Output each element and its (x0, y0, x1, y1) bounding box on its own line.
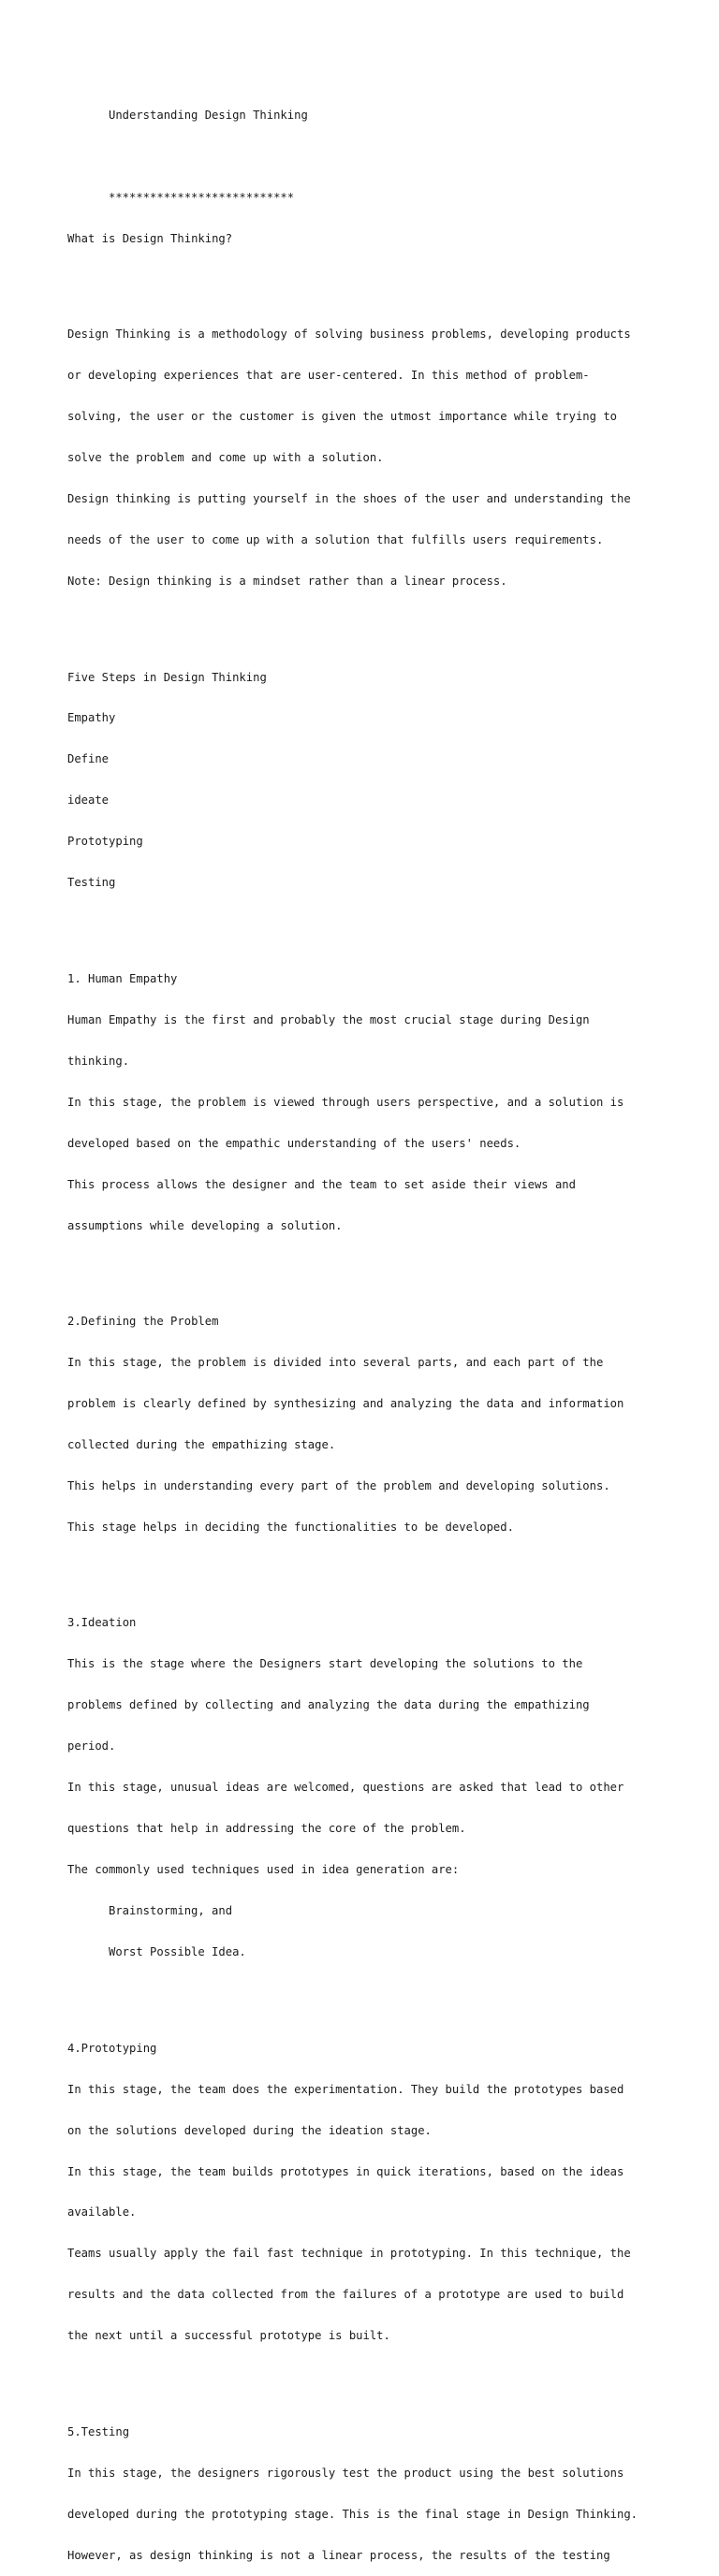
section-heading-ideation: 3.Ideation (67, 1616, 667, 1630)
technique-item: Worst Possible Idea. (67, 1945, 667, 1959)
intro-line: or developing experiences that are user-centered. In this method of problem- (67, 369, 667, 383)
blank-line (67, 150, 667, 164)
blank-line (67, 1562, 667, 1576)
section-line: Human Empathy is the first and probably the most crucial stage during Design (67, 1013, 667, 1027)
intro-line: Design Thinking is a methodology of solving business problems, developing products (67, 327, 667, 342)
section-line: assumptions while developing a solution. (67, 1219, 667, 1233)
section-line: problems defined by collecting and analyzing the data during the empathizing (67, 1698, 667, 1712)
blank-line (67, 273, 667, 287)
section-line: the next until a successful prototype is built. (67, 2329, 667, 2343)
step-item: Testing (67, 876, 667, 890)
section-line: In this stage, the team does the experimentation. They build the prototypes based (67, 2083, 667, 2097)
intro-line: solve the problem and come up with a solution. (67, 451, 667, 465)
intro-line: Design thinking is putting yourself in the shoes of the user and understanding the (67, 492, 667, 506)
step-item: Define (67, 752, 667, 766)
section-line: period. (67, 1739, 667, 1754)
five-steps-heading: Five Steps in Design Thinking (67, 671, 667, 685)
blank-line (67, 2370, 667, 2384)
section-line: This helps in understanding every part of the problem and developing solutions. (67, 1479, 667, 1493)
section-line: However, as design thinking is not a linear process, the results of the testing (67, 2549, 667, 2563)
step-item: ideate (67, 793, 667, 808)
title-rule: *************************** (67, 191, 667, 205)
step-item: Prototyping (67, 835, 667, 849)
blank-line (67, 616, 667, 630)
intro-line: Note: Design thinking is a mindset rather than a linear process. (67, 575, 667, 589)
what-heading: What is Design Thinking? (67, 232, 667, 246)
section-line: developed during the prototyping stage. This is the final stage in Design Thinking. (67, 2508, 667, 2522)
technique-item: Brainstorming, and (67, 1904, 667, 1918)
section-line: collected during the empathizing stage. (67, 1438, 667, 1452)
section-line: In this stage, unusual ideas are welcomed, questions are asked that lead to other (67, 1781, 667, 1795)
section-heading-testing: 5.Testing (67, 2425, 667, 2439)
section-line: This process allows the designer and the team to set aside their views and (67, 1178, 667, 1192)
section-line: In this stage, the designers rigorously test the product using the best solutions (67, 2467, 667, 2481)
intro-line: solving, the user or the customer is given the utmost importance while trying to (67, 410, 667, 424)
document-body (67, 81, 667, 2576)
section-heading-empathy: 1. Human Empathy (67, 972, 667, 986)
section-line: developed based on the empathic understanding of the users' needs. (67, 1137, 667, 1151)
section-line: problem is clearly defined by synthesizing and analyzing the data and information (67, 1397, 667, 1411)
document-title: Understanding Design Thinking (67, 109, 667, 123)
blank-line (67, 1987, 667, 2001)
blank-line (67, 917, 667, 931)
step-item: Empathy (67, 711, 667, 725)
section-line: on the solutions developed during the ideation stage. (67, 2124, 667, 2138)
intro-line: needs of the user to come up with a solution that fulfills users requirements. (67, 533, 667, 547)
section-line: In this stage, the problem is divided into several parts, and each part of the (67, 1356, 667, 1370)
section-line: questions that help in addressing the core of the problem. (67, 1822, 667, 1836)
section-line: Teams usually apply the fail fast technique in prototyping. In this technique, the (67, 2247, 667, 2261)
section-line: This stage helps in deciding the functionalities to be developed. (67, 1521, 667, 1535)
section-heading-prototyping: 4.Prototyping (67, 2042, 667, 2056)
section-line: In this stage, the team builds prototypes in quick iterations, based on the ideas (67, 2165, 667, 2179)
section-heading-define: 2.Defining the Problem (67, 1315, 667, 1329)
section-line: thinking. (67, 1055, 667, 1069)
section-line: available. (67, 2205, 667, 2219)
section-line: This is the stage where the Designers start developing the solutions to the (67, 1657, 667, 1671)
section-line: results and the data collected from the failures of a prototype are used to build (67, 2288, 667, 2302)
section-line: In this stage, the problem is viewed through users perspective, and a solution is (67, 1096, 667, 1110)
section-line: The commonly used techniques used in idea generation are: (67, 1863, 667, 1877)
blank-line (67, 1260, 667, 1274)
